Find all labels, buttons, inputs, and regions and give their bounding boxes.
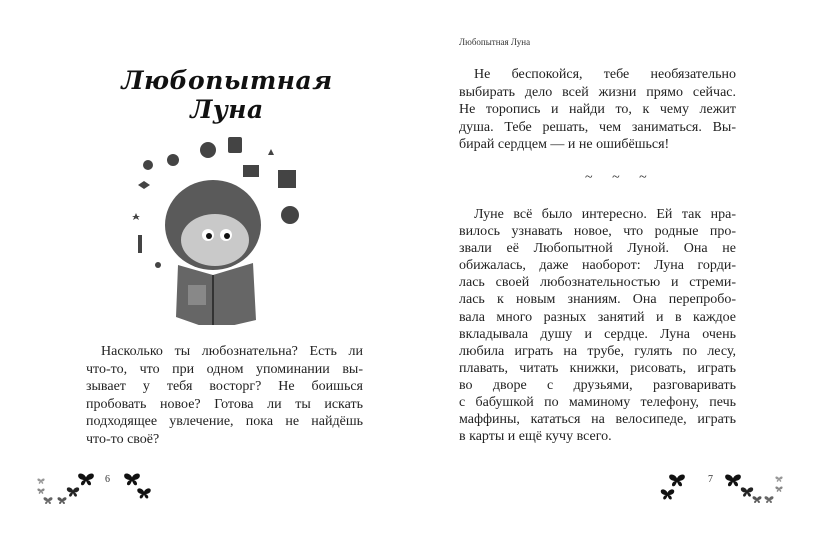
butterfly-icon bbox=[752, 496, 762, 504]
butterfly-icon bbox=[37, 478, 45, 485]
butterfly-icon bbox=[724, 474, 742, 488]
butterfly-icon bbox=[775, 486, 783, 493]
text-line: вилось узнавать новое, что родные про- bbox=[459, 224, 736, 240]
text-line: любила играть на трубе, гулять по лесу, bbox=[459, 343, 736, 359]
intro-paragraph bbox=[86, 343, 363, 449]
text-line: бирай сердцем — и не ошибёшься! bbox=[459, 137, 670, 153]
running-head: Любопытная Луна bbox=[459, 37, 531, 47]
butterfly-icon bbox=[764, 496, 774, 504]
girl-reading-illustration bbox=[118, 125, 308, 325]
butterfly-icon bbox=[660, 489, 675, 501]
text-line: в карты и ещё кучу всего. bbox=[459, 429, 612, 445]
text-line: лась своей любознательностью и стреми- bbox=[459, 275, 736, 291]
text-line: с бабушкой по маминому телефону, печь bbox=[459, 395, 736, 411]
butterfly-icon bbox=[37, 488, 45, 495]
advice-paragraph bbox=[459, 66, 736, 154]
chapter-title: Любопытная Луна bbox=[121, 66, 333, 124]
page-number: 6 bbox=[105, 474, 110, 485]
text-line: подходящее увлечение, пока не найдёшь bbox=[86, 414, 363, 430]
text-line: зывает у тебя восторг? Не боишься bbox=[86, 379, 363, 395]
text-line: вкладывала душу и сердце. Луна очень bbox=[459, 326, 736, 342]
text-line: что-то своё? bbox=[86, 431, 160, 447]
text-line: пробовать новое? Готова ли ты искать bbox=[86, 396, 363, 412]
text-line: маффины, кататься на велосипеде, играть bbox=[459, 412, 736, 428]
text-line: плавать, читать книжки, рисовать, играть bbox=[459, 360, 736, 376]
text-line: выбирать дело всей жизни прямо сейчас. bbox=[459, 84, 736, 100]
butterfly-icon bbox=[57, 497, 67, 505]
text-line: обижалась, даже наоборот: Луна горди- bbox=[459, 258, 736, 274]
butterfly-icon bbox=[66, 487, 80, 498]
text-line: Не торопись и найди то, к чему лежит bbox=[459, 102, 736, 118]
section-separator: ~ ~ ~ bbox=[585, 170, 655, 185]
butterfly-icon bbox=[775, 476, 783, 483]
text-line: Не беспокойся, тебе необязательно bbox=[474, 67, 736, 82]
butterfly-icon bbox=[123, 473, 141, 487]
text-line: душа. Тебе решать, чем заниматься. Вы- bbox=[459, 119, 736, 135]
text-line: Насколько ты любознательна? Есть ли bbox=[101, 344, 363, 359]
story-paragraph bbox=[459, 206, 736, 445]
text-line: во дворе с друзьями, разговаривать bbox=[459, 377, 736, 393]
right-page bbox=[410, 0, 820, 540]
butterfly-icon bbox=[43, 497, 53, 505]
butterfly-icon bbox=[136, 488, 152, 500]
text-line: лась к новым знаниям. Она перепробо- bbox=[459, 292, 736, 308]
text-line: вала много разных занятий и в каждое bbox=[459, 309, 736, 325]
butterfly-icon bbox=[77, 473, 95, 487]
butterfly-icon bbox=[668, 474, 686, 488]
text-line: Луне всё было интересно. Ей так нра- bbox=[474, 207, 736, 222]
text-line: что-то, что при одном упоминании вы- bbox=[86, 361, 363, 377]
text-line: звали её Любопытной Луной. Она не bbox=[459, 241, 736, 257]
page-number: 7 bbox=[708, 474, 713, 485]
